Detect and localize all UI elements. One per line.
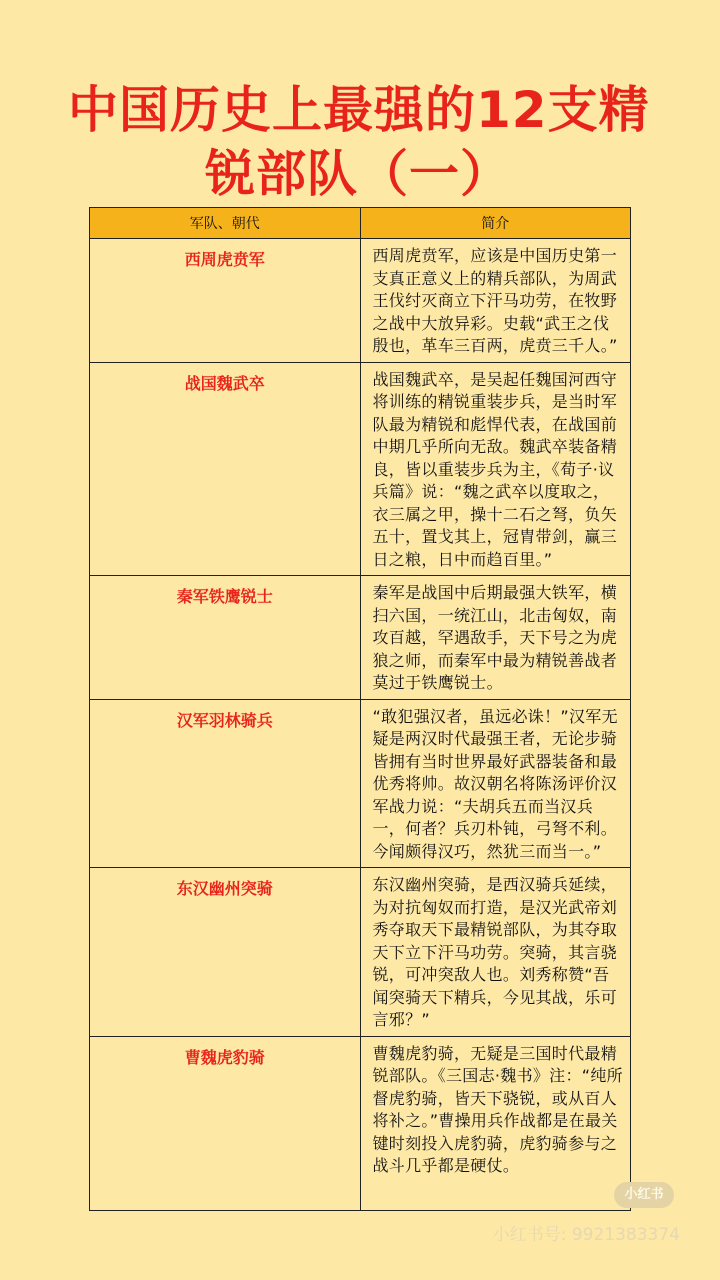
- table-row: [90, 576, 631, 700]
- army-description: 曹魏虎豹骑，无疑是三国时代最精锐部队。《三国志·魏书》注：“纯所督虎豹骑，皆天下骁锐，或从百人将补之。”曹操用兵作战都是在最关键时刻投入虎豹骑，虎豹骑参与之战斗几乎都是硬仗。: [360, 1036, 631, 1210]
- army-description: 秦军是战国中后期最强大铁军，横扫六国，一统江山，北击匈奴，南攻百越，罕遇敌手，天下号之为虎狼之师，而秦军中最为精锐善战者莫过于铁鹰锐士。: [360, 576, 631, 700]
- table-row: [90, 239, 631, 363]
- army-name: 西周虎贲军: [90, 239, 361, 363]
- table-row: [90, 362, 631, 576]
- army-description: 东汉幽州突骑，是西汉骑兵延续，为对抗匈奴而打造，是汉光武帝刘秀夺取天下最精锐部队，为其夺取天下立下汗马功劳。突骑，其言骁锐，可冲突敌人也。刘秀称赞“吾闻突骑天下精兵，今见其战，乐可言邪？”: [360, 868, 631, 1037]
- army-description: 战国魏武卒，是吴起任魏国河西守将训练的精锐重装步兵，是当时军队最为精锐和彪悍代表，在战国前中期几乎所向无敌。魏武卒装备精良，皆以重装步兵为主，《荀子·议兵篇》说：“魏之武卒以度取之，衣三属之甲，操十二石之弩，负矢五十，置戈其上，冠胄带剑，赢三日之粮，日中而趋百里。”: [360, 362, 631, 576]
- table-row: [90, 1036, 631, 1210]
- army-name: 曹魏虎豹骑: [90, 1036, 361, 1210]
- army-description: 西周虎贲军，应该是中国历史第一支真正意义上的精兵部队，为周武王伐纣灭商立下汗马功劳，在牧野之战中大放异彩。史载“武王之伐殷也，革车三百两，虎贲三千人。”: [360, 239, 631, 363]
- title-line-2: 锐部队（一）: [205, 145, 511, 203]
- army-name: 战国魏武卒: [90, 362, 361, 576]
- army-name: 秦军铁鹰锐士: [90, 576, 361, 700]
- army-name: 汉军羽林骑兵: [90, 699, 361, 868]
- army-table: [89, 207, 631, 1211]
- table-row: [90, 699, 631, 868]
- table-header-row: [90, 208, 631, 239]
- header-army: 军队、朝代: [90, 208, 361, 239]
- page-title: [0, 78, 720, 206]
- army-description: “敢犯强汉者，虽远必诛！”汉军无疑是两汉时代最强王者，无论步骑皆拥有当时世界最好武器装备和最优秀将帅。故汉朝名将陈汤评价汉军战力说：“夫胡兵五而当汉兵一，何者？兵刃朴钝，弓弩不利。今闻颇得汉巧，然犹三而当一。”: [360, 699, 631, 868]
- table-row: [90, 868, 631, 1037]
- xiaohongshu-logo: 小红书: [614, 1182, 674, 1208]
- title-line-1: 中国历史上最强的12支精: [68, 81, 650, 139]
- header-desc: 简介: [360, 208, 631, 239]
- army-name: 东汉幽州突骑: [90, 868, 361, 1037]
- watermark-id: 小红书号: 9921383374: [492, 1225, 680, 1245]
